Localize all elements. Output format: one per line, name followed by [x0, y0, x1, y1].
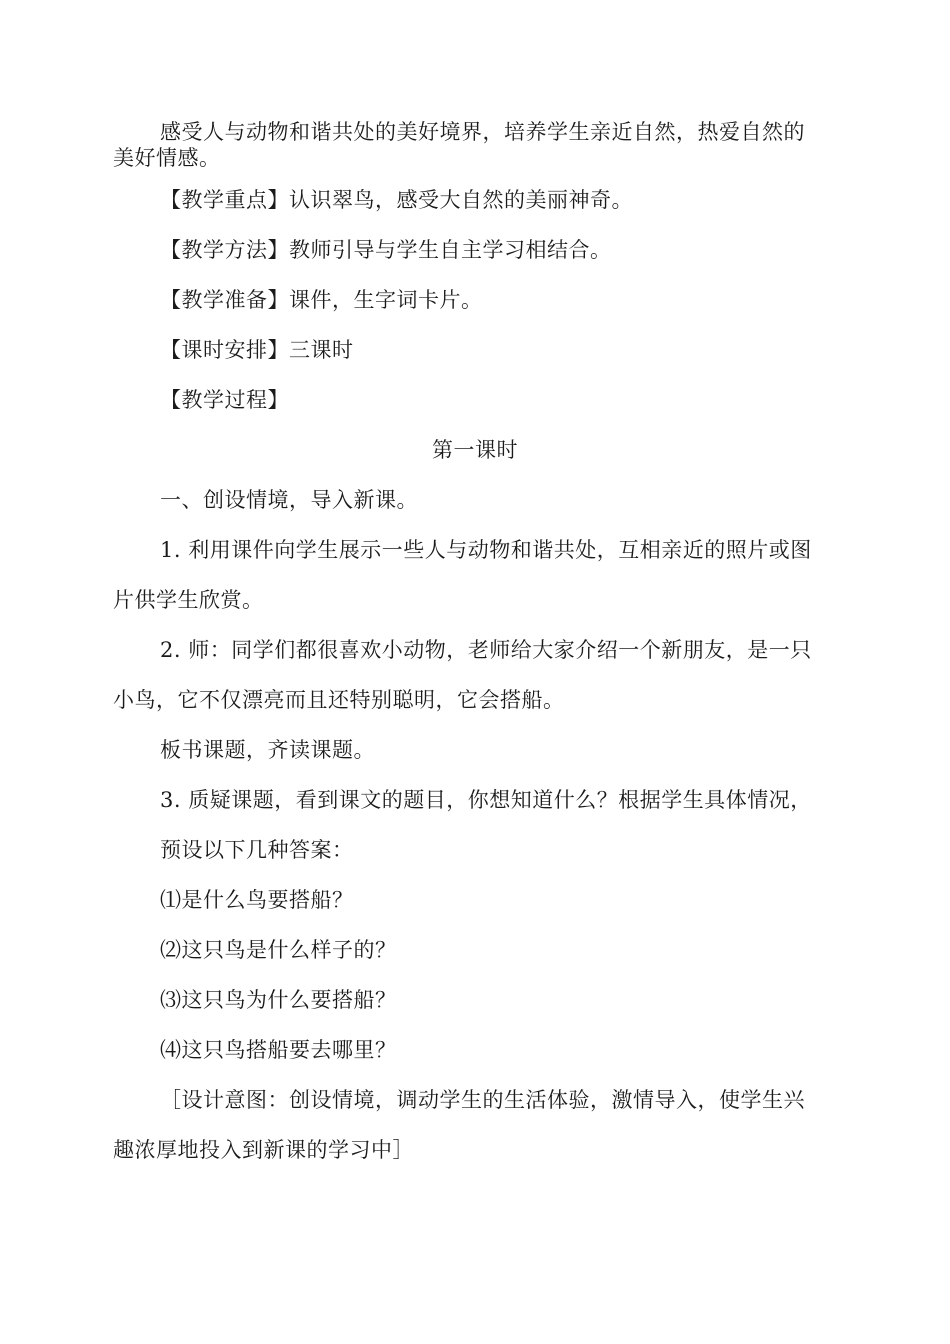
question-1: ⑴是什么鸟要搭船？	[160, 888, 354, 912]
item-3-line-1: 3. 质疑课题，看到课文的题目，你想知道什么？根据学生具体情况，	[160, 788, 812, 812]
question-3: ⑶这只鸟为什么要搭船？	[160, 988, 397, 1012]
question-4: ⑷这只鸟搭船要去哪里？	[160, 1038, 397, 1062]
teaching-preparation: 【教学准备】课件，生字词卡片。	[160, 288, 483, 312]
intro-line-2: 美好情感。	[113, 146, 221, 170]
item-3-line-2: 预设以下几种答案：	[160, 838, 354, 862]
board-note: 板书课题，齐读课题。	[160, 738, 375, 762]
item-1-line-2: 片供学生欣赏。	[113, 588, 264, 612]
question-2: ⑵这只鸟是什么样子的？	[160, 938, 397, 962]
teaching-process-heading: 【教学过程】	[160, 388, 289, 412]
teaching-method: 【教学方法】教师引导与学生自主学习相结合。	[160, 238, 612, 262]
design-intent-line-1: ［设计意图：创设情境，调动学生的生活体验，激情导入，使学生兴	[160, 1088, 805, 1112]
design-intent-line-2: 趣浓厚地投入到新课的学习中］	[113, 1138, 414, 1162]
item-2-line-1: 2. 师：同学们都很喜欢小动物，老师给大家介绍一个新朋友，是一只	[160, 638, 812, 662]
key-point: 【教学重点】认识翠鸟，感受大自然的美丽神奇。	[160, 188, 633, 212]
item-1-line-1: 1. 利用课件向学生展示一些人与动物和谐共处，互相亲近的照片或图	[160, 538, 812, 562]
item-2-line-2: 小鸟，它不仅漂亮而且还特别聪明，它会搭船。	[113, 688, 565, 712]
lesson-schedule: 【课时安排】三课时	[160, 338, 354, 362]
intro-line-1: 感受人与动物和谐共处的美好境界，培养学生亲近自然，热爱自然的	[160, 120, 805, 144]
section-heading-1: 一、创设情境，导入新课。	[160, 488, 418, 512]
lesson-title: 第一课时	[432, 438, 518, 462]
